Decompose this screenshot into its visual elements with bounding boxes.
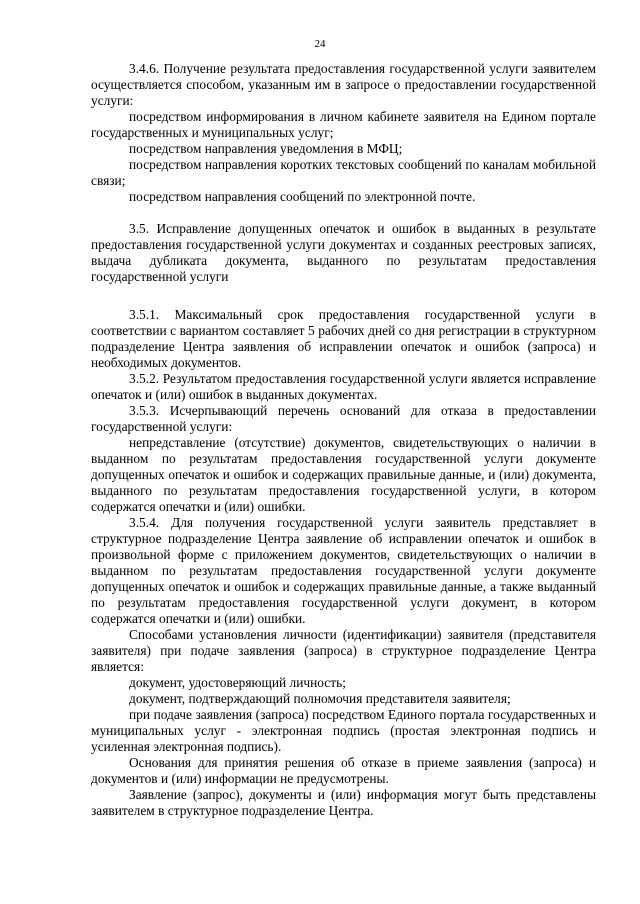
list-item-authority-document: документ, подтверждающий полномочия представителя заявителя; (129, 691, 511, 706)
paragraph-3-5-2: 3.5.2. Результатом предоставления государственной услуги является исправление опечаток и (или) ошибок в выданных документах. (91, 371, 596, 402)
spacer (91, 205, 596, 221)
list-item-personal-account: посредством информирования в личном кабинете заявителя на Едином портале государственных и муниципальных услуг; (91, 109, 596, 140)
list-item-identity-document: документ, удостоверяющий личность; (129, 675, 346, 690)
paragraph-3-4-6: 3.4.6. Получение результата предоставления государственной услуги заявителем осуществляется способом, указанным им в запросе о предоставлении государственной услуги: (91, 61, 596, 108)
refusal-ground-item: непредставление (отсутствие) документов, свидетельствующих о наличии в выданном по результатам предоставления государственной услуги документе допущенных опечаток и ошибок и содержащих правильные данные, и (или) документа, выданного по результатам предоставления государственной услуги, в котором содержатся опечатки и (или) ошибки. (91, 435, 596, 514)
paragraph-3-5-1: 3.5.1. Максимальный срок предоставления государственной услуги в соответствии с вариантом составляет 5 рабочих дней со дня регистрации в структурном подразделение Центра заявления об исправлении опечаток и ошибок (запроса) и необходимых документов. (91, 307, 596, 370)
list-item-electronic-signature: при подаче заявления (запроса) посредством Единого портала государственных и муниципальных услуг - электронная подпись (простая электронная подпись и усиленная электронная подпись). (91, 707, 596, 754)
paragraph-3-5-3: 3.5.3. Исчерпывающий перечень оснований для отказа в предоставлении государственной услуги: (91, 403, 596, 434)
list-item-email: посредством направления сообщений по электронной почте. (129, 189, 476, 204)
list-item-mfc-notification: посредством направления уведомления в МФЦ; (129, 141, 403, 156)
page-number: 24 (314, 38, 326, 50)
document-body (91, 61, 596, 819)
paragraph-3-5-4: 3.5.4. Для получения государственной услуги заявитель представляет в структурное подразделение Центра заявление об исправлении опечаток и ошибок в произвольной форме с приложением документов, свидетельствующих о наличии в выданном по результатам предоставления государственной услуги документе допущенных опечаток и ошибок и содержащих правильные данные, а также выданный по результатам предоставления государственной услуги документ, в котором содержатся опечатки и (или) ошибки. (91, 515, 596, 626)
spacer (91, 285, 596, 307)
submission-paragraph: Заявление (запрос), документы и (или) информация могут быть представлены заявителем в структурное подразделение Центра. (91, 787, 596, 818)
refusal-grounds-paragraph: Основания для принятия решения об отказе в приеме заявления (запроса) и документов и (или) информации не предусмотрены. (91, 755, 596, 786)
list-item-sms: посредством направления коротких текстовых сообщений по каналам мобильной связи; (91, 157, 596, 188)
section-heading-3-5: 3.5. Исправление допущенных опечаток и ошибок в выданных в результате предоставления государственной услуги документах и созданных реестровых записях, выдача дубликата документа, выданного по результатам предоставления государственной услуги (91, 221, 596, 284)
identification-methods-paragraph: Способами установления личности (идентификации) заявителя (представителя заявителя) при подаче заявления (запроса) в структурное подразделение Центра является: (91, 627, 596, 674)
